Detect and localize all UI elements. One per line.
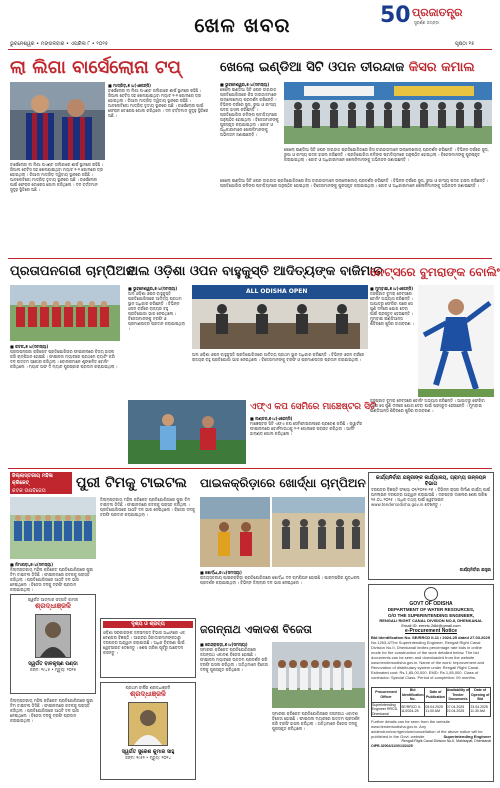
tirandaaj-lower-text — [220, 178, 492, 240]
govt-tender-oipr: OIPR-32004/11/0013/2425 — [371, 743, 413, 748]
semifinal-dateline: ■ ଲଣ୍ଡନ,୭।୪(ଏଜେନ୍ସି) — [250, 416, 293, 421]
pratapnagari-body: ପ୍ରତାପନଗରୀ କ୍ରିକେଟ ପ୍ରତିଯୋଗିତାର ଫାଇନାଲରେ ବିଜୟ ହାସଲ କରି ଚାମ୍ପିଅନ ହୋଇଛି । ଫାଇନାଲ ମ୍ୟାଚରେ ପ୍ରଥମେ ବ୍ୟାଟିଂ କରି ଦଳ ଉତ୍ତମ ସ୍କୋର କରିଥିଲା । ବୋଲରମାନେ ଶୃଙ୍ଖଳିତ ବୋଲିଂ କରିଥିଲେ । ମ୍ୟାଚ ଅଫ ଦି ମ୍ୟାଚ ପୁରସ୍କାର ପ୍ରଦାନ କରାଯାଇଥିଲା । — [10, 349, 118, 369]
puri-headline: ପୁରୀ ଟିମକୁ ଟାଇଟଲ — [76, 475, 187, 491]
jagannath-body-continued: ସ୍ମାରକୀ କ୍ରିକେଟ ପ୍ରତିଯୋଗିତାରେ ଜଗନ୍ନାଥ ଏକାଦଶ ବିଜେତା ହୋଇଛି । ଫାଇନାଲ ମ୍ୟାଚରେ ଉତ୍ତମ ପ୍ରଦର୍ଶନ କରି ଟ୍ରଫି ହାସଲ କରିଥିଲା । ଅତିଥିମାନେ ବିଜେତା ଦଳକୁ ପୁରସ୍କୃତ କରିଥିଲେ । — [272, 711, 360, 731]
govt-tender-th: Date of Opening of Bid — [470, 688, 490, 701]
left-bottom-text — [10, 698, 96, 780]
puri-photo — [10, 497, 96, 559]
barca-column — [108, 83, 212, 257]
puri-dateline: ■ ନିମାପଡ଼ା,୭।୪(ସମସ୍ୟା) — [10, 562, 54, 567]
pratapnagari-photo — [10, 285, 120, 341]
govt-tender-line3: O/O THE SUPERINTENDING ENGINEER, — [387, 612, 474, 618]
paikkrida-photo-left — [200, 497, 270, 567]
tirandaaj-headline-part2: କିସର କମାଲ — [408, 60, 475, 75]
tirandaaj-photo — [284, 82, 492, 144]
jagannath-headline: ଜଗନ୍ନାଥ ଏକାଦଶ ବିଜେତା — [200, 623, 312, 636]
govt-tender-th: Date of Publication — [425, 688, 446, 703]
wrestling-text-left — [128, 286, 188, 396]
obituary-two — [100, 682, 196, 780]
bumrah-text-below — [370, 398, 494, 464]
paikkrida-headline: ପାଇକକ୍ରିଡ଼ାରେ ଖୋର୍ଦ୍ଧା ଚାମ୍ପିଅନ — [200, 476, 366, 490]
govt-tender-line4: RENGALI RIGHT CANAL DIVISION NO.II, DHENKANAL — [379, 618, 483, 623]
govt-tender-table — [371, 687, 491, 717]
tender-notice-left — [100, 618, 196, 678]
pratapnagari-text — [10, 344, 120, 466]
tirandaaj-body-continued: ଖେଲୋ ଇଣ୍ଡିଆ ସିଟି ଓପନ ତୀରନ୍ଦାଜ ପ୍ରତିଯୋଗିତାରେ କିସ ତୀରନ୍ଦାଜମାନେ ଉଲ୍ଲେଖନୀୟ ପ୍ରଦର୍ଶନ କରିଛନ୍ତି । ବିଭିନ୍ନ ବର୍ଗରେ ସୁନା, ରୁପା ଓ କାଂସ୍ୟ ପଦକ ହାସଲ କରିଛନ୍ତି । ପ୍ରତିଯୋଗିତା କଳିଙ୍ଗ ଷ୍ଟାଡିୟମରେ ଅନୁଷ୍ଠିତ ହୋଇଥିଲା । ବିଜେତାମାନଙ୍କୁ ପୁରସ୍କୃତ କରାଯାଇଥିଲା । କୋଚ ଓ ଅଧିକାରୀମାନେ ଖେଳାଳିମାନଙ୍କୁ ଅଭିନନ୍ଦନ ଜଣାଇଛନ୍ତି । — [284, 147, 489, 162]
obituary-two-heading: ଶ୍ରଦ୍ଧାଞ୍ଜଳି — [130, 690, 166, 698]
barca-below-photo — [10, 162, 105, 257]
govt-tender-td: 07.04.2025 22.04.2025 — [446, 702, 470, 717]
tirandaaj-lead — [220, 82, 280, 174]
obituary-two-portrait — [128, 702, 168, 746]
govt-tender-bid-line: Bid Identification No. SE/RRCD II-11 / 2024-25 dated 27.03.2025 — [371, 635, 490, 640]
obituary-one-name: ସ୍ୱର୍ଗତ ବାଳକୃଷ୍ଣ ପଣ୍ଡା — [28, 661, 78, 667]
barca-headline: ଲା ଲିଗା ବାର୍ସେଲୋନା ଟପ୍ — [10, 57, 181, 78]
pratapnagari-dateline: ■ କଟକ,୭।୪(ସମସ୍ୟା) — [10, 344, 49, 349]
jagannath-text-right — [272, 711, 365, 780]
wrestling-dateline: ■ ଭୁବନେଶ୍ୱର,୭।୪(ସମସ୍ୟା) — [128, 286, 178, 291]
obituary-one-detail: ଜନ୍ମ: ୧୯୪୫ • ମୃତ୍ୟୁ: ୨୦୨୫ — [29, 667, 77, 672]
barca-dateline: ■ ମାଡ୍ରିଡ଼,୭।୪(ଏଜେନ୍ସି) — [108, 83, 151, 88]
puri-body-lower: ଜିଲ୍ଲାସ୍ତରୀୟ ମହିଳା କ୍ରିକେଟ ପ୍ରତିଯୋଗିତାରେ ପୁରୀ ଟିମ ଟାଇଟଲ ଜିତିଛି । ଫାଇନାଲରେ କଟକକୁ ପରାସ୍ତ କରିଥିଲା । ପ୍ରତିଯୋଗିତାରେ ଆଠଟି ଦଳ ଭାଗ ନେଇଥିଲେ । ବିଜେତା ଦଳକୁ ଟ୍ରଫି ପ୍ରଦାନ କରାଯାଇଥିଲା । — [10, 698, 94, 723]
paikkrida-photo-right — [272, 497, 365, 567]
barca-photo — [10, 82, 105, 160]
govt-tender-th: Availability of Tender Documents — [446, 688, 470, 701]
barca-body: ବାର୍ସେଲୋନା ଲା ଲିଗା ପଏଣ୍ଟ ତାଲିକାରେ ଶୀର୍ଷ ସ୍ଥାନରେ ରହିଛି । ରିଆଲ ବେଟିସ ସହ ଖେଳାଯାଇଥିବା ମ୍ୟାଚ ୧-୧ ଗୋଲରେ ଡ୍ର ହୋଇଥିଲା । ରିଆଲ ମାଡ୍ରିଡ଼ ଦ୍ୱିତୀୟ ସ୍ଥାନରେ ରହିଛି । ଆଟଲେଟିକୋ ମାଡ୍ରିଡ଼ ତୃତୀୟ ସ୍ଥାନରେ ଅଛି । ବାର୍ସେଲୋନା ପାଇଁ ଫେରାନ ଟୋରେସ ଗୋଲ କରିଥିଲେ । ଦଳ ବର୍ତ୍ତମାନ ସୁଦୃଢ଼ ସ୍ଥିତିରେ ଅଛି । — [108, 88, 209, 118]
govt-tender-td: SE/RRCD II-11/2024-25 — [401, 702, 425, 717]
bumrah-lead-text — [370, 286, 416, 382]
row2-rule — [8, 468, 492, 469]
obituary-two-detail: ଜନ୍ମ: ୧୯୫୨ • ମୃତ୍ୟୁ: ୨୦୨୪ — [125, 755, 171, 760]
obituary-one — [10, 594, 96, 694]
odia-notice-right — [368, 472, 494, 580]
odia-notice-body: ଦରପତ୍ର ବିଜ୍ଞପ୍ତି ସଂଖ୍ୟା ୦୧/୨୦୨୫-୨୬ । ବିଭିନ୍ନ ରାସ୍ତା ନିର୍ମାଣ କାର୍ଯ୍ୟ ପାଇଁ ଅନଲାଇନ ଦରପତ୍ର ଆହ୍ୱାନ କରାଯାଉଛି । ଦରପତ୍ର ଦାଖଲର ଶେଷ ତାରିଖ ୨୫.୦୪.୨୦୨୫ । ଅଧିକ ତଥ୍ୟ ପାଇଁ ୱେବସାଇଟ www.tendersodisha.gov.in ଦେଖନ୍ତୁ । — [371, 487, 491, 507]
tirandaaj-dateline: ■ ଭୁବନେଶ୍ୱର,୭।୪(ସମସ୍ୟା) — [220, 82, 270, 87]
semifinal-headline: ଏଫ୍ଏ କପ ସେମିରେ ମାଞ୍ଚେଷ୍ଟର ସିଟି — [250, 402, 377, 412]
puri-kicker: ଜିଲ୍ଲାସ୍ତରୀୟ ମହିଳା କ୍ରିକେଟ୍ — [12, 473, 53, 486]
govt-tender-title: e-Procurement Notice — [405, 628, 457, 634]
govt-tender-th: Procurement Officer — [372, 688, 401, 703]
barca-body-continued: ବାର୍ସେଲୋନା ଲା ଲିଗା ପଏଣ୍ଟ ତାଲିକାରେ ଶୀର୍ଷ ସ୍ଥାନରେ ରହିଛି । ରିଆଲ ବେଟିସ ସହ ଖେଳାଯାଇଥିବା ମ୍ୟାଚ ୧-୧ ଗୋଲରେ ଡ୍ର ହୋଇଥିଲା । ରିଆଲ ମାଡ୍ରିଡ଼ ଦ୍ୱିତୀୟ ସ୍ଥାନରେ ରହିଛି । ଆଟଲେଟିକୋ ମାଡ୍ରିଡ଼ ତୃତୀୟ ସ୍ଥାନରେ ଅଛି । ବାର୍ସେଲୋନା ପାଇଁ ଫେରାନ ଟୋରେସ ଗୋଲ କରିଥିଲେ । ଦଳ ବର୍ତ୍ତମାନ ସୁଦୃଢ଼ ସ୍ଥିତିରେ ଅଛି । — [10, 162, 104, 192]
wrestling-text-right — [192, 352, 368, 396]
wrestling-photo-banner: ALL ODISHA OPEN — [246, 288, 308, 295]
anniversary-number: 50 — [380, 3, 411, 28]
govt-tender-signatory: Superintending Engineer — [443, 734, 491, 739]
puri-body: ଜିଲ୍ଲାସ୍ତରୀୟ ମହିଳା କ୍ରିକେଟ ପ୍ରତିଯୋଗିତାରେ ପୁରୀ ଟିମ ଟାଇଟଲ ଜିତିଛି । ଫାଇନାଲରେ କଟକକୁ ପରାସ୍ତ କରିଥିଲା । ପ୍ରତିଯୋଗିତାରେ ଆଠଟି ଦଳ ଭାଗ ନେଇଥିଲେ । ବିଜେତା ଦଳକୁ ଟ୍ରଫି ପ୍ରଦାନ କରାଯାଇଥିଲା । — [10, 567, 94, 592]
govt-tender-line2: DEPARTMENT OF WATER RESOURCES, — [387, 607, 475, 612]
puri-text-right — [100, 497, 196, 615]
wrestling-body: ଅଲ ଓଡ଼ିଶା ଓପନ ବାହୁକୁସ୍ତି ପ୍ରତିଯୋଗିତାରେ ଆଦିତ୍ୟ ପ୍ରଥମ ସ୍ଥାନ ଅଧିକାର କରିଛନ୍ତି । ବିଭିନ୍ନ ଓଜନ ବର୍ଗରେ ରାଜ୍ୟର ବହୁ ପ୍ରତିଯୋଗୀ ଭାଗ ନେଇଥିଲେ । ବିଜେତାମାନଙ୍କୁ ଟ୍ରଫି ଓ ପ୍ରମାଣପତ୍ର ପ୍ରଦାନ କରାଯାଇଥିଲା । — [128, 291, 185, 331]
section-title: ଖେଳ ଖବର — [194, 13, 291, 37]
paikkrida-text — [200, 570, 365, 614]
tirandaaj-body: ଖେଲୋ ଇଣ୍ଡିଆ ସିଟି ଓପନ ତୀରନ୍ଦାଜ ପ୍ରତିଯୋଗିତାରେ କିସ ତୀରନ୍ଦାଜମାନେ ଉଲ୍ଲେଖନୀୟ ପ୍ରଦର୍ଶନ କରିଛନ୍ତି । ବିଭିନ୍ନ ବର୍ଗରେ ସୁନା, ରୁପା ଓ କାଂସ୍ୟ ପଦକ ହାସଲ କରିଛନ୍ତି । ପ୍ରତିଯୋଗିତା କଳିଙ୍ଗ ଷ୍ଟାଡିୟମରେ ଅନୁଷ୍ଠିତ ହୋଇଥିଲା । ବିଜେତାମାନଙ୍କୁ ପୁରସ୍କୃତ କରାଯାଇଥିଲା । କୋଚ ଓ ଅଧିକାରୀମାନେ ଖେଳାଳିମାନଙ୍କୁ ଅଭିନନ୍ଦନ ଜଣାଇଛନ୍ତି । — [220, 87, 279, 137]
semifinal-photo — [128, 400, 246, 464]
paikkrida-dateline: ■ ଖୋର୍ଦ୍ଧା,୭।୪(ସମସ୍ୟା) — [200, 570, 242, 575]
bumrah-body-continued: ଜସପ୍ରୀତ ବୁମରା ନେଟ୍ସରେ ବୋଲିଂ ଅଭ୍ୟାସ କରିଛନ୍ତି । ଆଘାତରୁ ଫେରିବା ପରେ ସେ ପୁଣି ଦଳରେ ଯୋଗ ଦେବା ପାଇଁ ପ୍ରସ୍ତୁତ ହେଉଛନ୍ତି । ମୁମ୍ବାଇ ଇଣ୍ଡିଆନ୍ସ ଶିବିରରେ ଖୁସିର ବାତାବରଣ । — [370, 398, 485, 413]
bumrah-headline: ନେଟ୍ସରେ ବୁମରାଙ୍କ ବୋଲିଂ — [370, 265, 500, 279]
govt-tender-notice — [368, 584, 494, 782]
semifinal-text — [250, 416, 368, 464]
odia-notice-footer: କାର୍ଯ୍ୟନିର୍ବାହୀ ଯନ୍ତ୍ରୀ — [459, 567, 491, 572]
govt-tender-line1: GOVT OF ODISHA — [409, 601, 453, 607]
govt-tender-table-header — [372, 688, 491, 703]
jagannath-photo — [272, 642, 365, 708]
jagannath-text-left — [200, 642, 270, 780]
wrestling-headline: ଅଲ ଓଡ଼ିଶା ଓପନ ବାହୁକୁସ୍ତି ଆଦିତ୍ୟଙ୍କ ବାଜିମାତ — [128, 264, 383, 279]
govt-tender-emblem — [424, 587, 438, 601]
jagannath-body: ସ୍ମାରକୀ କ୍ରିକେଟ ପ୍ରତିଯୋଗିତାରେ ଜଗନ୍ନାଥ ଏକାଦଶ ବିଜେତା ହୋଇଛି । ଫାଇନାଲ ମ୍ୟାଚରେ ଉତ୍ତମ ପ୍ରଦର୍ଶନ କରି ଟ୍ରଫି ହାସଲ କରିଥିଲା । ଅତିଥିମାନେ ବିଜେତା ଦଳକୁ ପୁରସ୍କୃତ କରିଥିଲେ । — [200, 647, 269, 672]
page-label: ପୃଷ୍ଠା ୧୫ — [455, 41, 475, 47]
masthead — [0, 0, 500, 50]
jagannath-dateline: ■ କେନ୍ଦ୍ରାପଡ଼ା,୭।୪(ସମସ୍ୟା) — [200, 642, 248, 647]
wrestling-body-continued: ଅଲ ଓଡ଼ିଶା ଓପନ ବାହୁକୁସ୍ତି ପ୍ରତିଯୋଗିତାରେ ଆଦିତ୍ୟ ପ୍ରଥମ ସ୍ଥାନ ଅଧିକାର କରିଛନ୍ତି । ବିଭିନ୍ନ ଓଜନ ବର୍ଗରେ ରାଜ୍ୟର ବହୁ ପ୍ରତିଯୋଗୀ ଭାଗ ନେଇଥିଲେ । ବିଜେତାମାନଙ୍କୁ ଟ୍ରଫି ଓ ପ୍ରମାଣପତ୍ର ପ୍ରଦାନ କରାଯାଇଥିଲା । — [192, 352, 365, 362]
govt-tender-td: 23.04.2025 11.30 AM — [470, 702, 491, 717]
row1-rule — [8, 258, 492, 259]
obituary-one-heading: ଶ୍ରଦ୍ଧାଞ୍ଜଳି — [35, 602, 71, 610]
tirandaaj-body-lower: ଖେଲୋ ଇଣ୍ଡିଆ ସିଟି ଓପନ ତୀରନ୍ଦାଜ ପ୍ରତିଯୋଗିତାରେ କିସ ତୀରନ୍ଦାଜମାନେ ଉଲ୍ଲେଖନୀୟ ପ୍ରଦର୍ଶନ କରିଛନ୍ତି । ବିଭିନ୍ନ ବର୍ଗରେ ସୁନା, ରୁପା ଓ କାଂସ୍ୟ ପଦକ ହାସଲ କରିଛନ୍ତି । ପ୍ରତିଯୋଗିତା କଳିଙ୍ଗ ଷ୍ଟାଡିୟମରେ ଅନୁଷ୍ଠିତ ହୋଇଥିଲା । ବିଜେତାମାନଙ୍କୁ ପୁରସ୍କୃତ କରାଯାଇଥିଲା । କୋଚ ଓ ଅଧିକାରୀମାନେ ଖେଳାଳିମାନଙ୍କୁ ଅଭିନନ୍ଦନ ଜଣାଇଛନ୍ତି । — [220, 178, 489, 188]
bumrah-body: ଜସପ୍ରୀତ ବୁମରା ନେଟ୍ସରେ ବୋଲିଂ ଅଭ୍ୟାସ କରିଛନ୍ତି । ଆଘାତରୁ ଫେରିବା ପରେ ସେ ପୁଣି ଦଳରେ ଯୋଗ ଦେବା ପାଇଁ ପ୍ରସ୍ତୁତ ହେଉଛନ୍ତି । ମୁମ୍ବାଇ ଇଣ୍ଡିଆନ୍ସ ଶିବିରରେ ଖୁସିର ବାତାବରଣ । — [370, 291, 414, 326]
tirandaaj-columns — [284, 147, 492, 177]
puri-body-continued: ଜିଲ୍ଲାସ୍ତରୀୟ ମହିଳା କ୍ରିକେଟ ପ୍ରତିଯୋଗିତାରେ ପୁରୀ ଟିମ ଟାଇଟଲ ଜିତିଛି । ଫାଇନାଲରେ କଟକକୁ ପରାସ୍ତ କରିଥିଲା । ପ୍ରତିଯୋଗିତାରେ ଆଠଟି ଦଳ ଭାଗ ନେଇଥିଲେ । ବିଜେତା ଦଳକୁ ଟ୍ରଫି ପ୍ରଦାନ କରାଯାଇଥିଲା । — [100, 497, 195, 517]
masthead-rule — [8, 49, 492, 50]
obituary-one-top-line: ସ୍ୱର୍ଗତ ଆତ୍ମାର ସଦ୍ଗତି କାମନା — [27, 597, 79, 602]
anniversary-logo — [380, 4, 495, 34]
puri-text — [10, 562, 96, 590]
obituary-one-portrait — [35, 614, 71, 658]
puri-kicker-box — [10, 472, 72, 494]
govt-tender-td: 05.04.2025 11.00 AM — [425, 702, 446, 717]
puri-subhead: କଟକ ଉପବିଜେତା — [12, 488, 46, 494]
govt-tender-td: Superintending Engineer RRCD, Dhenkanal — [372, 702, 401, 717]
govt-tender-signatory-unit: Rengali Right Canal Division No.II, Mahisapat, Dhenkanal — [401, 739, 491, 743]
wrestling-photo — [192, 285, 368, 349]
pratapnagari-headline: ପ୍ରତାପନଗରୀ ଚାମ୍ପିଅନ — [10, 264, 135, 279]
obituary-two-top-line: ପ୍ରଥମ ବାର୍ଷିକ ଶ୍ରଦ୍ଧାଞ୍ଜଳି — [125, 685, 171, 690]
bumrah-photo — [418, 285, 494, 397]
govt-tender-body: No.1263-4/The Superintending Engineer, Rengali Right Canal Division No.II, Dhenkanal invites percentage rate bids in online mode for the construction of the work detailed below. The bid documents can be seen and downloaded from the website www.tendersodisha.gov.in. Name of the work: Improvement and Renovation of distributary system under Rengali Right Canal. Estimated cost: Rs.1,85,00,000. EMD: Rs.1,85,000. Class of contractor: Special Class. Period of completion: 09 months. — [371, 640, 485, 680]
govt-tender-th: Bid Identification No. — [401, 688, 424, 701]
govt-tender-line5: Email ID: eeretc.2dkl@gmail.com — [401, 623, 461, 628]
paikkrida-body: ରାଜ୍ୟସ୍ତରୀୟ ପାଇକକ୍ରିଡ଼ା ପ୍ରତିଯୋଗିତାରେ ଖୋର୍ଦ୍ଧା ଦଳ ଚାମ୍ପିଅନ ହୋଇଛି । ପାରମ୍ପରିକ ଯୁଦ୍ଧକଳା ପ୍ରଦର୍ଶନ କରାଯାଇଥିଲା । ବିଭିନ୍ନ ଜିଲ୍ଲାର ଦଳ ଭାଗ ନେଇଥିଲେ । — [200, 575, 360, 585]
odia-notice-heading: କାର୍ଯ୍ୟନିର୍ବାହୀ ଯନ୍ତ୍ରୀଙ୍କ କାର୍ଯ୍ୟାଳୟ, ଗ୍ରାମ୍ୟ ଉନ୍ନୟନ ବିଭାଗ — [375, 475, 487, 487]
brand-name: ପ୍ରଜାତନ୍ତ୍ର — [412, 6, 463, 19]
govt-tender-footer-note: Further details can be seen from the website www.tendersodisha.gov.in. Any addendum/corrigendum/cancellation of the above notice will be published in the Govt. website. — [371, 719, 483, 739]
bumrah-dateline: ■ ମୁମ୍ବାଇ,୭।୪(ଏଜେନ୍ସି) — [370, 286, 414, 291]
tender-notice-band: ଦୃଶ୍ୟ ଓ ଶ୍ରାବ୍ୟ — [103, 621, 193, 628]
date-line: ଭୁବନେଶ୍ୱର • ମଙ୍ଗଳବାର • ଏପ୍ରିଲ ୮ • ୨୦୨୫ — [10, 41, 108, 47]
table-row — [372, 702, 491, 717]
anniversary-tagline: ସୁବର୍ଣ୍ଣ ଜୟନ୍ତୀ — [414, 20, 440, 25]
tender-notice-body: ଓଡ଼ିଶା ସରକାରଙ୍କ ଜଳସମ୍ପଦ ବିଭାଗ ଅଧୀନରେ ଏକ ଟେଣ୍ଡର ବିଜ୍ଞପ୍ତି । ଆଗ୍ରହୀ ଠିକାଦାରମାନଙ୍କଠାରୁ ଦରପତ୍ର ଆହ୍ୱାନ କରାଯାଉଛି । ଅଧିକ ବିବରଣୀ ପାଇଁ ୱେବସାଇଟ ଦେଖନ୍ତୁ । ଶେଷ ତାରିଖ ପୂର୍ବରୁ ଆବେଦନ କରନ୍ତୁ । — [103, 630, 185, 655]
tirandaaj-headline — [220, 58, 495, 78]
semifinal-body: ମାଞ୍ଚେଷ୍ଟର ସିଟି ଏଫ୍ଏ କପ ସେମିଫାଇନାଲରେ ପ୍ରବେଶ କରିଛି । କ୍ୱାର୍ଟର ଫାଇନାଲରେ ବୋର୍ନମାଉଥକୁ ୨-୧ ଗୋଲରେ ପରାସ୍ତ କରିଥିଲା । ଆର୍ଲିଂ ହାଲାଣ୍ଡ ଗୋଲ କରିଥିଲେ । — [250, 421, 363, 436]
tirandaaj-headline-part1: ଖେଲୋ ଇଣ୍ଡିଆ ସିଟି ଓପନ ତୀରନ୍ଦାଜ — [220, 60, 405, 75]
obituary-two-name: ସ୍ୱର୍ଗତ ସୁରେଶ କୁମାର ସାହୁ — [121, 749, 175, 755]
